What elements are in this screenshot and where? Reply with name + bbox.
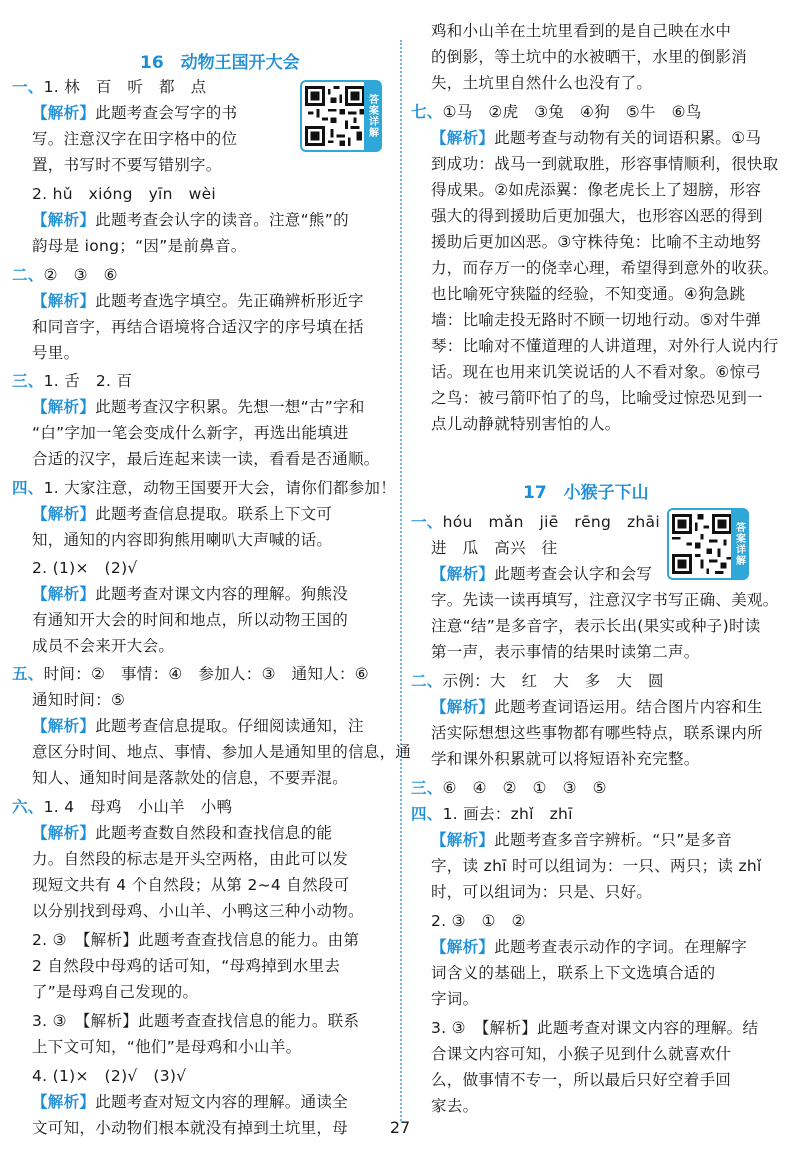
line-text: 援助后更加凶恶。③守株待兔：比喻不主动地努: [431, 233, 762, 251]
section-number: 一、: [12, 78, 44, 96]
lesson-title-17: 17 小猴子下山: [523, 483, 649, 503]
line-text: 上下文可知，“他们”是母鸡和小山羊。: [32, 1038, 302, 1056]
line-text: 1. 舌 2. 百: [43, 372, 133, 390]
answer-line: [431, 205, 763, 227]
line-text: 4. (1)× (2)√ (3)√: [32, 1067, 187, 1085]
line-text: 此题考查会认字和会写: [494, 565, 653, 583]
line-text: 知，通知的内容即狗熊用喇叭大声喊的话。: [32, 531, 333, 549]
line-text: 文可知，小动物们根本就没有掉到土坑里，母: [32, 1119, 349, 1137]
answer-line: [431, 855, 762, 877]
answer-line: [431, 563, 652, 585]
answer-line: [411, 670, 664, 692]
answer-line: [32, 290, 364, 312]
answer-line: [32, 929, 359, 951]
line-text: 点儿动静就特别害怕的人。: [431, 415, 621, 433]
section-number: 一、: [411, 513, 443, 531]
answer-line: [32, 342, 79, 364]
line-text: 学和课外积累就可以将短语补充完整。: [431, 750, 700, 768]
answer-line: [32, 128, 237, 150]
answer-line: [32, 102, 237, 124]
line-text: ①马 ②虎 ③兔 ④狗 ⑤牛 ⑥鸟: [442, 103, 702, 121]
line-text: ② ③ ⑥: [43, 266, 118, 284]
answer-line: [431, 387, 763, 409]
line-text: 强大的得到援助后更加强大，也形容凶恶的得到: [431, 207, 763, 225]
line-text: 此题考查会写字的书: [95, 104, 238, 122]
line-text: 合课文内容可知，小猴子见到什么就喜欢什: [431, 1045, 732, 1063]
answer-line: [431, 1043, 731, 1065]
qr-code-icon: [672, 514, 732, 574]
answer-line: [32, 981, 198, 1003]
answer-line: [32, 1091, 348, 1113]
section-number: 五、: [12, 665, 44, 683]
line-text: 力，而存万一的侥幸心理，希望得到意外的收获。: [431, 259, 779, 277]
line-text: 合适的汉字，最后连起来读一读，看看是否通顺。: [32, 450, 380, 468]
line-text: 得成果。②如虎添翼：像老虎长上了翅膀，形容: [431, 181, 762, 199]
answer-line: [32, 396, 365, 418]
answer-line: [32, 635, 174, 657]
answer-line: [431, 641, 700, 663]
answer-line: [411, 777, 607, 799]
line-text: 示例：大 红 大 多 大 圆: [442, 672, 664, 690]
line-text: 此题考查对课文内容的理解。狗熊没: [95, 585, 349, 603]
answer-line: [431, 335, 779, 357]
line-text: 成员不会来开大会。: [32, 637, 175, 655]
answer-line: [32, 422, 349, 444]
line-text: 字，读 zhī 时可以组词为：一只、两只；读 zhǐ: [431, 857, 762, 875]
answer-line: [411, 101, 702, 123]
analysis-tag: 【解析】: [32, 717, 96, 735]
line-text: 力。自然段的标志是开头空两格，由此可以发: [32, 850, 349, 868]
answer-line: [32, 609, 348, 631]
answer-line: [431, 748, 700, 770]
line-text: 第一声，表示事情的结果时读第二声。: [431, 643, 700, 661]
line-text: 3. ③ 【解析】此题考查查找信息的能力。联系: [32, 1012, 360, 1030]
analysis-tag: 【解析】: [431, 129, 495, 147]
section-number: 二、: [411, 672, 443, 690]
analysis-tag: 【解析】: [431, 938, 495, 956]
line-text: 通知时间：⑤: [32, 691, 126, 709]
analysis-tag: 【解析】: [32, 211, 96, 229]
answer-line: [32, 715, 364, 737]
line-text: 字。先读一读再填写，注意汉字书写正确、美观。: [431, 591, 779, 609]
answer-line: [32, 955, 340, 977]
line-text: 家去。: [431, 1097, 479, 1115]
answer-line: [431, 829, 732, 851]
line-text: 2. ③ ① ②: [431, 912, 526, 930]
answer-line: [431, 881, 652, 903]
qr-label: 答案详解: [364, 82, 380, 150]
qr-code-icon: [305, 86, 365, 146]
section-number: 三、: [411, 779, 443, 797]
section-number: 四、: [411, 805, 443, 823]
line-text: 此题考查数自然段和查找信息的能: [95, 824, 333, 842]
analysis-tag: 【解析】: [32, 1093, 96, 1111]
analysis-tag: 【解析】: [32, 292, 96, 310]
line-text: 此题考查会认字的读音。注意“熊”的: [95, 211, 349, 229]
answer-line: [431, 589, 779, 611]
answer-line: [411, 511, 660, 533]
answer-line: [12, 477, 396, 499]
answer-line: [32, 183, 216, 205]
answer-line: [12, 76, 206, 98]
line-text: 也比喻死守狭隘的经验，不知变通。④狗急跳: [431, 285, 746, 303]
line-text: 此题考查汉字积累。先想一想“古”字和: [95, 398, 365, 416]
page-number: 27: [389, 1118, 411, 1137]
answer-line: [431, 722, 763, 744]
answer-line: [32, 822, 332, 844]
answer-line: [12, 264, 118, 286]
answer-line: [431, 537, 557, 559]
line-text: 时，可以组词为：只是、只好。: [431, 883, 653, 901]
answer-line: [32, 1036, 301, 1058]
line-text: 琴：比喻对不懂道理的人讲道理，对外行人说内行: [431, 337, 779, 355]
answer-line: [32, 529, 332, 551]
line-text: 2. (1)× (2)√: [32, 559, 138, 577]
answer-line: [431, 179, 761, 201]
answer-line: [431, 231, 761, 253]
analysis-tag: 【解析】: [32, 398, 96, 416]
answer-line: [32, 848, 348, 870]
section-number: 三、: [12, 372, 44, 390]
answer-line: [32, 874, 349, 896]
answer-line: [431, 361, 761, 383]
analysis-tag: 【解析】: [32, 104, 96, 122]
line-text: 此题考查词语运用。结合图片内容和生: [494, 698, 763, 716]
line-text: 写。注意汉字在田字格中的位: [32, 130, 238, 148]
line-text: 到成功：战马一到就取胜，形容事情顺利，很快取: [431, 155, 779, 173]
answer-line: [431, 910, 526, 932]
answer-line: [431, 257, 779, 279]
answer-line: [32, 448, 380, 470]
answer-line: [431, 20, 731, 42]
qr-label: 答案详解: [731, 510, 747, 578]
line-text: 注意“结”是多音字，表示长出(果实或种子)时读: [431, 617, 761, 635]
answer-line: [431, 1017, 758, 1039]
line-text: 置，书写时不要写错别字。: [32, 156, 222, 174]
answer-line: [431, 1069, 731, 1091]
line-text: 2. hǔ xióng yīn wèi: [32, 185, 217, 203]
line-text: 3. ③ 【解析】此题考查对课文内容的理解。结: [431, 1019, 759, 1037]
answer-line: [32, 767, 348, 789]
answer-line: [12, 796, 232, 818]
qr-code-box[interactable]: [300, 80, 382, 152]
line-text: 此题考查对短文内容的理解。通读全: [95, 1093, 349, 1111]
answer-line: [431, 413, 621, 435]
answer-line: [431, 936, 747, 958]
line-text: 1. 林 百 听 都 点: [43, 78, 207, 96]
line-text: 1. 大家注意，动物王国要开大会，请你们都参加！: [43, 479, 397, 497]
line-text: “白”字加一笔会变成什么新字，再选出能填进: [32, 424, 349, 442]
line-text: 字词。: [431, 990, 479, 1008]
answer-line: [431, 962, 715, 984]
line-text: 鸡和小山羊在土坑里看到的是自己映在水中: [431, 22, 732, 40]
answer-line: [32, 1010, 359, 1032]
answer-line: [12, 663, 369, 685]
line-text: 之鸟：被弓箭吓怕了的鸟，比喻受过惊恐见到一: [431, 389, 763, 407]
analysis-tag: 【解析】: [431, 831, 495, 849]
answer-line: [431, 1095, 478, 1117]
line-text: 此题考查与动物有关的词语积累。①马: [494, 129, 762, 147]
section-number: 六、: [12, 798, 44, 816]
section-number: 七、: [411, 103, 443, 121]
line-text: 此题考查信息提取。联系上下文可: [95, 505, 333, 523]
answer-line: [32, 557, 138, 579]
line-text: 有通知开大会的时间和地点，所以动物王国的: [32, 611, 349, 629]
answer-line: [431, 127, 761, 149]
line-text: 号里。: [32, 344, 80, 362]
answer-line: [431, 309, 761, 331]
answer-line: [32, 1065, 186, 1087]
line-text: 活实际想想这些事物都有哪些特点，联系课内所: [431, 724, 763, 742]
answer-line: [32, 235, 247, 257]
answer-line: [12, 370, 132, 392]
analysis-tag: 【解析】: [431, 698, 495, 716]
line-text: 失，土坑里自然什么也没有了。: [431, 74, 653, 92]
answer-line: [431, 46, 747, 68]
line-text: 此题考查多音字辨析。“只”是多音: [494, 831, 733, 849]
line-text: 2. ③ 【解析】此题考查查找信息的能力。由第: [32, 931, 360, 949]
line-text: 此题考查表示动作的字词。在理解字: [494, 938, 748, 956]
line-text: 1. 4 母鸡 小山羊 小鸭: [43, 798, 233, 816]
answer-line: [431, 153, 779, 175]
line-text: 词含义的基础上，联系上下文选填合适的: [431, 964, 716, 982]
line-text: 以分别找到母鸡、小山羊、小鸭这三种小动物。: [32, 902, 364, 920]
line-text: 么，做事情不专一，所以最后只好空着手回: [431, 1071, 732, 1089]
answer-line: [431, 283, 745, 305]
line-text: hóu mǎn jiē rēng zhāi: [442, 513, 660, 531]
line-text: 话。现在也用来讥笑说话的人不看对象。⑥惊弓: [431, 363, 762, 381]
line-text: 此题考查选字填空。先正确辨析形近字: [95, 292, 364, 310]
line-text: 和同音字，再结合语境将合适汉字的序号填在括: [32, 318, 364, 336]
answer-line: [431, 988, 478, 1010]
answer-line: [32, 503, 332, 525]
line-text: 了”是母鸡自己发现的。: [32, 983, 199, 1001]
answer-line: [32, 154, 222, 176]
line-text: 此题考查信息提取。仔细阅读通知，注: [95, 717, 364, 735]
answer-line: [411, 803, 573, 825]
answer-line: [32, 583, 348, 605]
answer-line: [32, 900, 364, 922]
line-text: 进 瓜 高兴 往: [431, 539, 558, 557]
line-text: 意区分时间、地点、事情、参加人是通知里的信息，通: [32, 743, 412, 761]
line-text: 1. 画去：zhǐ zhī: [442, 805, 573, 823]
analysis-tag: 【解析】: [32, 585, 96, 603]
line-text: 的倒影，等土坑中的水被晒干，水里的倒影消: [431, 48, 748, 66]
answer-line: [32, 209, 349, 231]
analysis-tag: 【解析】: [431, 565, 495, 583]
qr-code-box[interactable]: [667, 508, 749, 580]
line-text: 现短文共有 4 个自然段；从第 2~4 自然段可: [32, 876, 350, 894]
analysis-tag: 【解析】: [32, 505, 96, 523]
lesson-title-16: 16 动物王国开大会: [140, 53, 300, 73]
answer-line: [431, 72, 652, 94]
line-text: 时间：② 事情：④ 参加人：③ 通知人：⑥: [43, 665, 369, 683]
section-number: 四、: [12, 479, 44, 497]
column-divider: [400, 40, 402, 1121]
section-number: 二、: [12, 266, 44, 284]
answer-line: [32, 689, 125, 711]
answer-line: [32, 316, 364, 338]
answer-line: [32, 741, 411, 763]
line-text: 墙：比喻走投无路时不顾一切地行动。⑤对牛弹: [431, 311, 762, 329]
line-text: 知人、通知时间是落款处的信息，不要弄混。: [32, 769, 349, 787]
answer-line: [431, 696, 763, 718]
analysis-tag: 【解析】: [32, 824, 96, 842]
line-text: ⑥ ④ ② ① ③ ⑤: [442, 779, 607, 797]
line-text: 2 自然段中母鸡的话可知，“母鸡掉到水里去: [32, 957, 341, 975]
answer-line: [431, 615, 761, 637]
line-text: 韵母是 iong；“因”是前鼻音。: [32, 237, 247, 255]
